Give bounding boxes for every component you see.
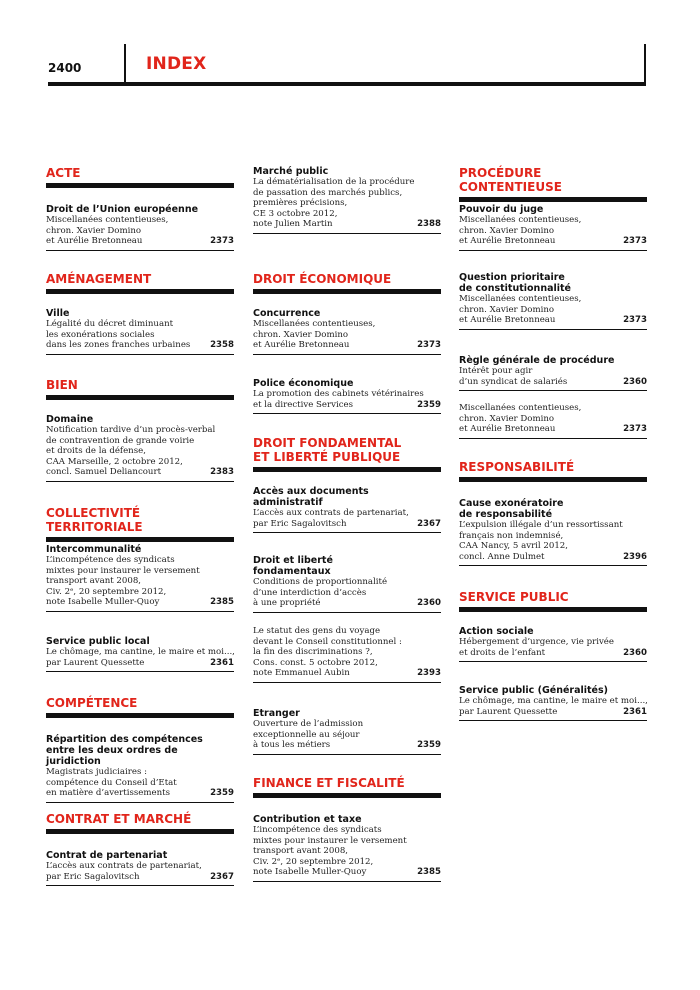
entry-page-number: 2359: [210, 788, 234, 798]
index-section-heading: [46, 378, 234, 400]
entry-rule: [253, 233, 441, 234]
entry-rule: [459, 390, 647, 391]
entry-text-line: Le statut des gens du voyage: [253, 626, 381, 636]
entry-rule: [459, 250, 647, 251]
index-section-heading: [46, 812, 234, 834]
entry-text-line: La dématérialisation de la procédure: [253, 177, 415, 187]
entry-text-line: chron. Xavier Domino: [46, 225, 142, 236]
entry-page-number: 2373: [623, 315, 647, 325]
entry-rule: [459, 438, 647, 439]
entry-text-line: Conditions de proportionnalité: [253, 577, 388, 587]
entry-rule: [253, 612, 441, 613]
index-entry: [253, 308, 441, 355]
entry-text-line: note Julien Martin: [253, 219, 333, 229]
header-rule: [48, 82, 646, 86]
entry-text-line: par Eric Sagalovitsch: [46, 871, 140, 882]
entry-heading: Intercommunalité: [46, 544, 142, 555]
entry-last-row: [253, 740, 441, 751]
index-entry: [46, 636, 234, 672]
section-title: DROIT FONDAMENTAL ET LIBERTÉ PUBLIQUE: [253, 436, 402, 464]
entry-last-row: [253, 219, 441, 230]
entry-text-line: et Aurélie Bretonneau: [459, 424, 556, 434]
entry-rule: [459, 720, 647, 721]
index-entry: [46, 544, 234, 612]
entry-text-line: d’un syndicat de salariés: [459, 376, 568, 387]
entry-heading: Répartition des compétences: [46, 734, 203, 745]
entry-heading: Service public local: [46, 636, 150, 647]
entry-text-line: Miscellanées contentieuses,: [46, 215, 169, 225]
entry-text-line: à tous les métiers: [253, 740, 331, 750]
entry-rule: [459, 329, 647, 330]
index-section-heading: [459, 166, 647, 202]
header-end-rule: [644, 44, 646, 85]
entry-heading: Contribution et taxe: [253, 814, 362, 825]
entry-rule: [46, 671, 234, 672]
entry-text-line: de passation des marchés publics,: [253, 187, 403, 198]
index-entry: [459, 626, 647, 662]
entry-heading: Ville: [46, 308, 70, 319]
entry-text-line: mixtes pour instaurer le versement: [46, 565, 200, 576]
entry-page-number: 2359: [417, 399, 441, 410]
entry-heading: Droit et liberté: [253, 555, 333, 566]
entry-text-line: devant le Conseil constitutionnel :: [253, 636, 402, 647]
index-entry: [459, 403, 647, 439]
entry-text-line: note Isabelle Muller-Quoy: [253, 867, 367, 877]
entry-text-line: note Isabelle Muller-Quoy: [46, 597, 160, 607]
section-title: AMÉNAGEMENT: [46, 272, 152, 286]
entry-last-row: [253, 400, 441, 411]
entry-text-line: Le chômage, ma cantine, le maire et moi...,: [46, 647, 235, 657]
entry-text-line: les exonérations sociales: [46, 329, 155, 340]
section-rule: [46, 289, 234, 294]
entry-heading: Concurrence: [253, 308, 321, 319]
index-section-heading: [46, 696, 234, 718]
entry-page-number: 2360: [623, 647, 647, 658]
index-section-heading: [46, 166, 234, 188]
entry-rule: [253, 881, 441, 882]
entry-text-line: Ouverture de l’admission: [253, 719, 364, 729]
entry-page-number: 2388: [417, 219, 441, 229]
entry-last-row: [253, 519, 441, 530]
page-number: 2400: [48, 61, 82, 75]
entry-page-number: 2360: [417, 598, 441, 608]
index-entry: [253, 708, 441, 755]
index-section-heading: [459, 460, 647, 482]
index-entry: [459, 498, 647, 566]
entry-heading: administratif: [253, 497, 323, 508]
entry-page-number: 2393: [417, 668, 441, 678]
entry-heading: Pouvoir du juge: [459, 204, 544, 215]
header-divider: [124, 44, 126, 85]
entry-text-line: et Aurélie Bretonneau: [459, 236, 556, 246]
entry-heading: Etranger: [253, 708, 300, 719]
index-entry: [253, 486, 441, 533]
entry-text-line: par Laurent Quessette: [46, 657, 145, 668]
index-entry: [253, 555, 441, 613]
entry-last-row: [253, 867, 441, 878]
entry-text-line: en matière d’avertissements: [46, 788, 170, 798]
entry-text-line: Hébergement d’urgence, vie privée: [459, 637, 614, 647]
index-entry: [46, 204, 234, 251]
section-rule: [46, 537, 234, 542]
section-title: PROCÉDURE CONTENTIEUSE: [459, 166, 562, 194]
entry-rule: [459, 661, 647, 662]
entry-text-line: et la directive Services: [253, 399, 353, 410]
entry-page-number: 2367: [417, 518, 441, 529]
section-rule: [459, 197, 647, 202]
entry-rule: [253, 682, 441, 683]
entry-heading: Accès aux documents: [253, 486, 369, 497]
entry-page-number: 2396: [623, 551, 647, 562]
index-section-heading: [253, 776, 441, 798]
entry-text-line: Magistrats judiciaires :: [46, 767, 147, 777]
index-section-heading: [459, 590, 647, 612]
entry-last-row: [253, 340, 441, 351]
entry-text-line: et Aurélie Bretonneau: [46, 236, 143, 246]
entry-heading: Police économique: [253, 378, 354, 389]
entry-text-line: et droits de l’enfant: [459, 647, 546, 658]
entry-last-row: [46, 597, 234, 608]
entry-text-line: par Laurent Quessette: [459, 706, 558, 717]
index-entry: [459, 272, 647, 330]
entry-rule: [46, 802, 234, 803]
entry-text-line: Le chômage, ma cantine, le maire et moi...,: [459, 696, 648, 706]
index-entry: [253, 814, 441, 882]
entry-text-line: et droits de la défense,: [46, 446, 146, 456]
entry-text-line: L’incompétence des syndicats: [253, 825, 382, 835]
page-title: INDEX: [146, 54, 207, 74]
section-rule: [46, 829, 234, 834]
section-rule: [46, 183, 234, 188]
entry-text-line: de contravention de grande voirie: [46, 435, 195, 446]
entry-last-row: [459, 424, 647, 435]
section-title: CONTRAT ET MARCHÉ: [46, 812, 192, 826]
entry-page-number: 2385: [417, 867, 441, 877]
section-rule: [253, 793, 441, 798]
entry-page-number: 2360: [623, 376, 647, 387]
entry-text-line: chron. Xavier Domino: [459, 225, 555, 236]
entry-text-line: concl. Samuel Deliancourt: [46, 467, 162, 477]
entry-text-line: Intérêt pour agir: [459, 366, 533, 376]
entry-text-line: d’une interdiction d’accès: [253, 587, 367, 598]
entry-text-line: Légalité du décret diminuant: [46, 319, 174, 329]
entry-rule: [46, 611, 234, 612]
section-title: RESPONSABILITÉ: [459, 460, 575, 474]
entry-text-line: la fin des discriminations ?,: [253, 647, 373, 657]
entry-page-number: 2361: [210, 657, 234, 668]
section-rule: [46, 395, 234, 400]
index-section-heading: [253, 436, 441, 472]
section-rule: [459, 607, 647, 612]
entry-page-number: 2361: [623, 706, 647, 717]
entry-page-number: 2385: [210, 597, 234, 607]
entry-last-row: [459, 552, 647, 563]
entry-heading: Contrat de partenariat: [46, 850, 168, 861]
entry-last-row: [46, 788, 234, 799]
section-title: BIEN: [46, 378, 78, 392]
entry-last-row: [253, 598, 441, 609]
entry-text-line: Miscellanées contentieuses,: [253, 319, 376, 329]
section-title: FINANCE ET FISCALITÉ: [253, 776, 405, 790]
entry-rule: [46, 481, 234, 482]
entry-rule: [459, 565, 647, 566]
index-section-heading: [46, 506, 234, 542]
entry-text-line: La promotion des cabinets vétérinaires: [253, 389, 424, 399]
entry-text-line: premières précisions,: [253, 198, 348, 208]
entry-page-number: 2358: [210, 340, 234, 350]
entry-text-line: transport avant 2008,: [46, 576, 142, 586]
entry-text-line: CE 3 octobre 2012,: [253, 208, 338, 219]
entry-text-line: chron. Xavier Domino: [253, 329, 349, 340]
section-rule: [253, 467, 441, 472]
entry-last-row: [46, 467, 234, 478]
entry-rule: [46, 250, 234, 251]
entry-heading: entre les deux ordres de juridiction: [46, 745, 178, 767]
entry-last-row: [459, 236, 647, 247]
entry-last-row: [46, 236, 234, 247]
entry-text-line: Civ. 2ᵉ, 20 septembre 2012,: [253, 856, 374, 867]
entry-heading: Question prioritaire: [459, 272, 565, 283]
entry-heading: Service public (Généralités): [459, 685, 608, 696]
entry-heading: Marché public: [253, 166, 329, 177]
entry-heading: de responsabilité: [459, 509, 553, 520]
entry-text-line: français non indemnisé,: [459, 530, 564, 541]
entry-text-line: Miscellanées contentieuses,: [459, 215, 582, 225]
entry-text-line: L’incompétence des syndicats: [46, 555, 175, 565]
entry-text-line: note Emmanuel Aubin: [253, 668, 350, 678]
entry-last-row: [46, 658, 234, 669]
entry-text-line: dans les zones franches urbaines: [46, 340, 191, 350]
entry-text-line: mixtes pour instaurer le versement: [253, 835, 407, 846]
entry-page-number: 2373: [623, 236, 647, 246]
section-rule: [46, 713, 234, 718]
entry-text-line: transport avant 2008,: [253, 846, 349, 856]
section-title: COLLECTIVITÉ TERRITORIALE: [46, 506, 143, 534]
entry-heading: Action sociale: [459, 626, 534, 637]
entry-heading: Cause exonératoire: [459, 498, 564, 509]
page-header: [48, 44, 646, 88]
entry-heading: Règle générale de procédure: [459, 355, 615, 366]
entry-text-line: Miscellanées contentieuses,: [459, 403, 582, 413]
entry-rule: [253, 354, 441, 355]
section-rule: [253, 289, 441, 294]
entry-text-line: Civ. 2ᵉ, 20 septembre 2012,: [46, 586, 167, 597]
entry-text-line: Miscellanées contentieuses,: [459, 294, 582, 304]
entry-page-number: 2359: [417, 740, 441, 750]
index-entry: [459, 355, 647, 391]
section-title: DROIT ÉCONOMIQUE: [253, 272, 392, 286]
index-entry: [46, 414, 234, 482]
section-rule: [459, 477, 647, 482]
entry-text-line: chron. Xavier Domino: [459, 413, 555, 424]
entry-rule: [46, 354, 234, 355]
entry-rule: [46, 885, 234, 886]
entry-text-line: et Aurélie Bretonneau: [459, 315, 556, 325]
entry-last-row: [253, 668, 441, 679]
entry-page-number: 2367: [210, 871, 234, 882]
entry-text-line: à une propriété: [253, 598, 321, 608]
entry-last-row: [46, 872, 234, 883]
entry-rule: [253, 413, 441, 414]
entry-text-line: par Eric Sagalovitsch: [253, 518, 347, 529]
entry-page-number: 2373: [623, 424, 647, 434]
entry-heading: de constitutionnalité: [459, 283, 571, 294]
entry-text-line: L’expulsion illégale d’un ressortissant: [459, 520, 623, 530]
entry-text-line: exceptionnelle au séjour: [253, 729, 360, 740]
entry-text-line: Cons. const. 5 octobre 2012,: [253, 657, 378, 668]
entry-page-number: 2373: [417, 340, 441, 350]
entry-text-line: L’accès aux contrats de partenariat,: [253, 508, 409, 518]
entry-last-row: [459, 315, 647, 326]
entry-text-line: compétence du Conseil d’Etat: [46, 777, 177, 788]
index-entry: [46, 734, 234, 803]
entry-heading: Droit de l’Union européenne: [46, 204, 199, 215]
section-title: SERVICE PUBLIC: [459, 590, 569, 604]
entry-rule: [253, 754, 441, 755]
entry-page-number: 2373: [210, 236, 234, 246]
entry-heading: Domaine: [46, 414, 94, 425]
section-title: ACTE: [46, 166, 81, 180]
entry-text-line: et Aurélie Bretonneau: [253, 340, 350, 350]
entry-page-number: 2383: [210, 467, 234, 477]
entry-text-line: chron. Xavier Domino: [459, 304, 555, 315]
entry-text-line: CAA Marseille, 2 octobre 2012,: [46, 456, 183, 467]
index-entry: [46, 308, 234, 355]
entry-text-line: Notification tardive d’un procès-verbal: [46, 425, 216, 435]
index-entry: [253, 626, 441, 683]
index-entry: [459, 204, 647, 251]
entry-last-row: [46, 340, 234, 351]
index-section-heading: [253, 272, 441, 294]
entry-last-row: [459, 707, 647, 718]
index-entry: [459, 685, 647, 721]
entry-last-row: [459, 648, 647, 659]
entry-text-line: L’accès aux contrats de partenariat,: [46, 861, 202, 871]
index-entry: [46, 850, 234, 886]
entry-text-line: concl. Anne Dulmet: [459, 551, 545, 562]
index-entry: [253, 166, 441, 234]
index-entry: [253, 378, 441, 414]
index-section-heading: [46, 272, 234, 294]
entry-text-line: CAA Nancy, 5 avril 2012,: [459, 541, 569, 551]
entry-last-row: [459, 377, 647, 388]
entry-rule: [253, 532, 441, 533]
entry-heading: fondamentaux: [253, 566, 331, 577]
section-title: COMPÉTENCE: [46, 696, 138, 710]
